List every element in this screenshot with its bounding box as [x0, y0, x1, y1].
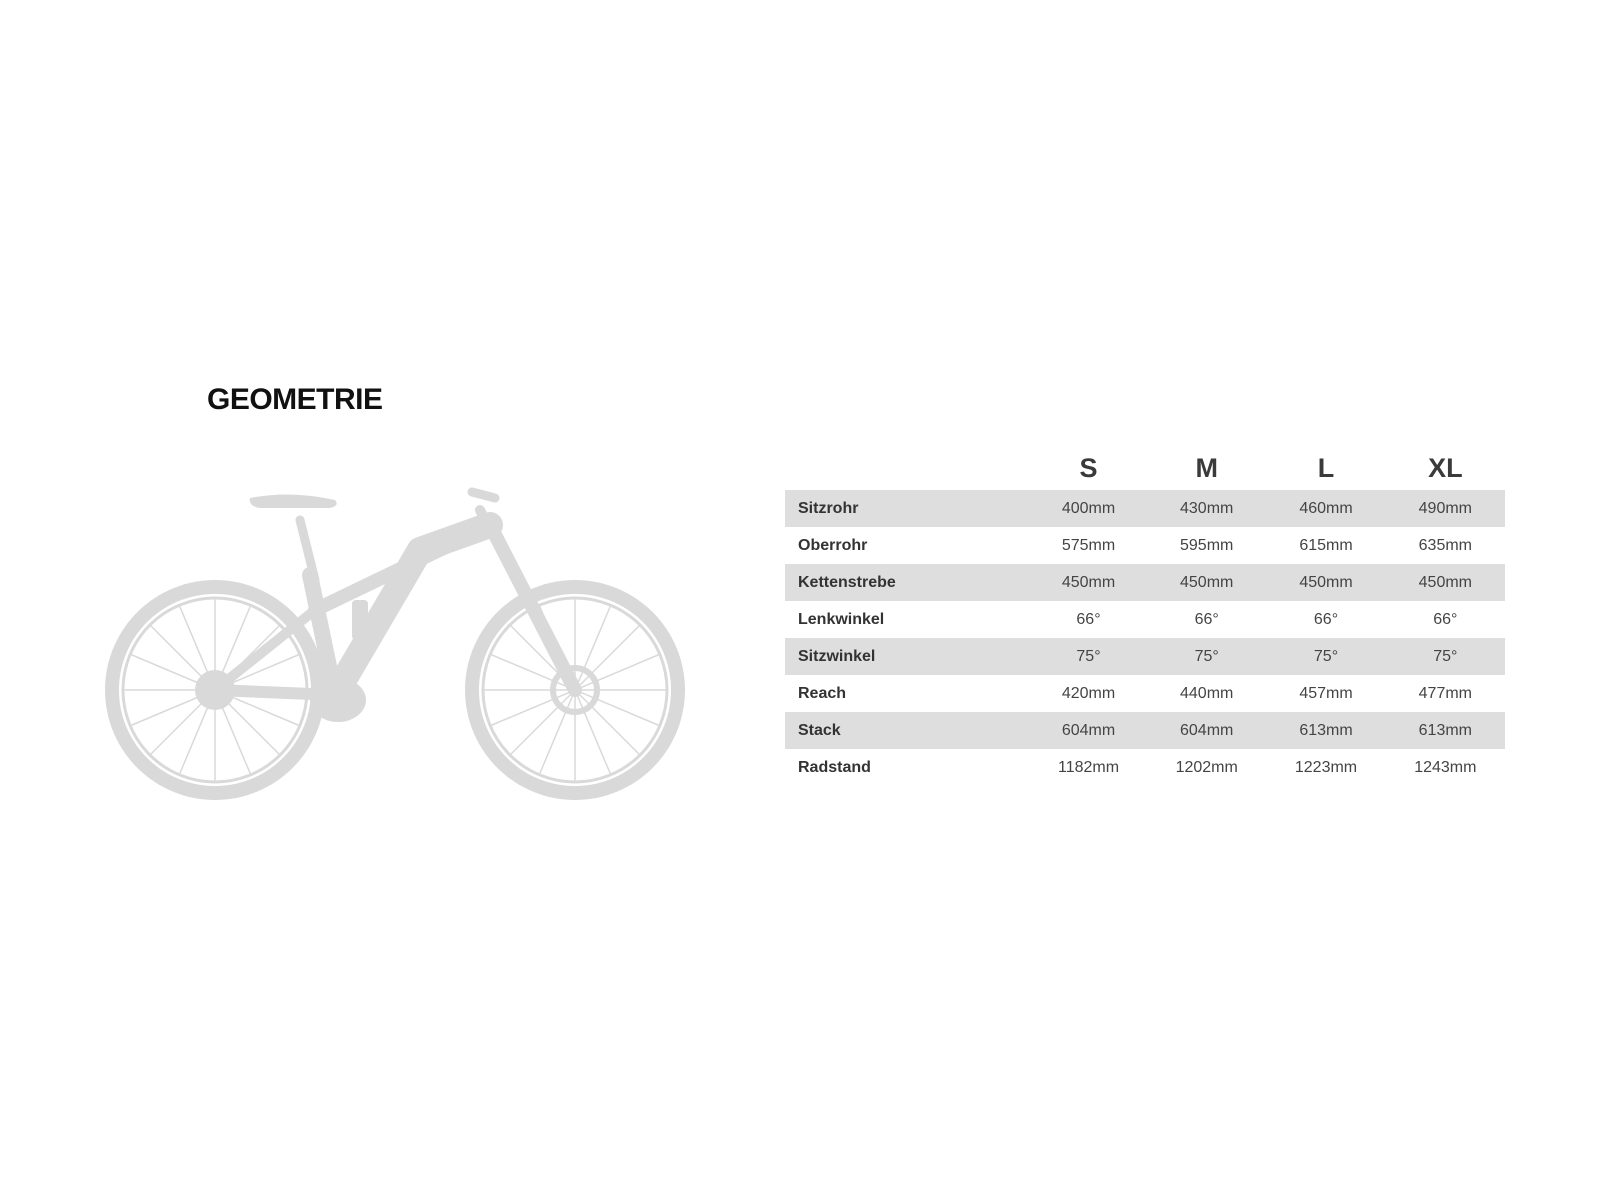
table-row: [785, 712, 1505, 749]
table-cell: 400mm: [1030, 490, 1147, 527]
row-label: Radstand: [798, 758, 871, 776]
table-row: [785, 564, 1505, 601]
table-cell: 613mm: [1386, 712, 1505, 749]
size-header: S: [1079, 452, 1098, 483]
table-cell: 66°: [1313, 610, 1339, 628]
bike-silhouette-icon: [100, 470, 700, 830]
table-cell: 450mm: [1386, 564, 1505, 601]
table-row: [785, 490, 1505, 527]
table-cell: 635mm: [1418, 536, 1472, 554]
table-cell: 430mm: [1147, 490, 1266, 527]
table-cell: 75°: [1266, 638, 1385, 675]
table-cell: 604mm: [1030, 712, 1147, 749]
table-header-row: [785, 446, 1505, 490]
table-cell: 490mm: [1386, 490, 1505, 527]
table-cell: 1243mm: [1414, 758, 1477, 776]
table-cell: 66°: [1194, 610, 1219, 628]
size-header: M: [1195, 452, 1218, 483]
table-cell: 615mm: [1299, 536, 1353, 554]
row-label: Oberrohr: [798, 536, 868, 554]
table-cell: 604mm: [1147, 712, 1266, 749]
geometry-table: [785, 446, 1505, 786]
table-row: [785, 601, 1505, 638]
row-label: Stack: [785, 712, 1030, 749]
table-cell: 595mm: [1180, 536, 1234, 554]
table-cell: 66°: [1433, 610, 1458, 628]
row-label: Sitzrohr: [785, 490, 1030, 527]
table-cell: 66°: [1076, 610, 1101, 628]
row-label: Sitzwinkel: [785, 638, 1030, 675]
table-row: [785, 749, 1505, 786]
table-cell: 457mm: [1299, 684, 1353, 702]
size-header: XL: [1428, 452, 1463, 483]
header-empty: [785, 446, 1030, 490]
size-header: L: [1317, 452, 1335, 483]
row-label: Reach: [798, 684, 847, 702]
table-row: [785, 638, 1505, 675]
page-title: GEOMETRIE: [207, 383, 383, 416]
table-cell: 75°: [1030, 638, 1147, 675]
table-cell: 460mm: [1266, 490, 1385, 527]
table-cell: 1202mm: [1175, 758, 1238, 776]
table-cell: 613mm: [1266, 712, 1385, 749]
table-cell: 450mm: [1030, 564, 1147, 601]
table-cell: 75°: [1386, 638, 1505, 675]
table-cell: 450mm: [1147, 564, 1266, 601]
table-cell: 477mm: [1418, 684, 1472, 702]
table-cell: 1182mm: [1057, 758, 1120, 776]
table-cell: 420mm: [1061, 684, 1116, 702]
table-row: [785, 675, 1505, 712]
row-label: Lenkwinkel: [798, 610, 885, 628]
row-label: Kettenstrebe: [785, 564, 1030, 601]
table-cell: 1223mm: [1294, 758, 1358, 776]
table-cell: 440mm: [1180, 684, 1234, 702]
table-cell: 450mm: [1266, 564, 1385, 601]
table-row: [785, 527, 1505, 564]
table-cell: 75°: [1147, 638, 1266, 675]
table-cell: 575mm: [1061, 536, 1116, 554]
